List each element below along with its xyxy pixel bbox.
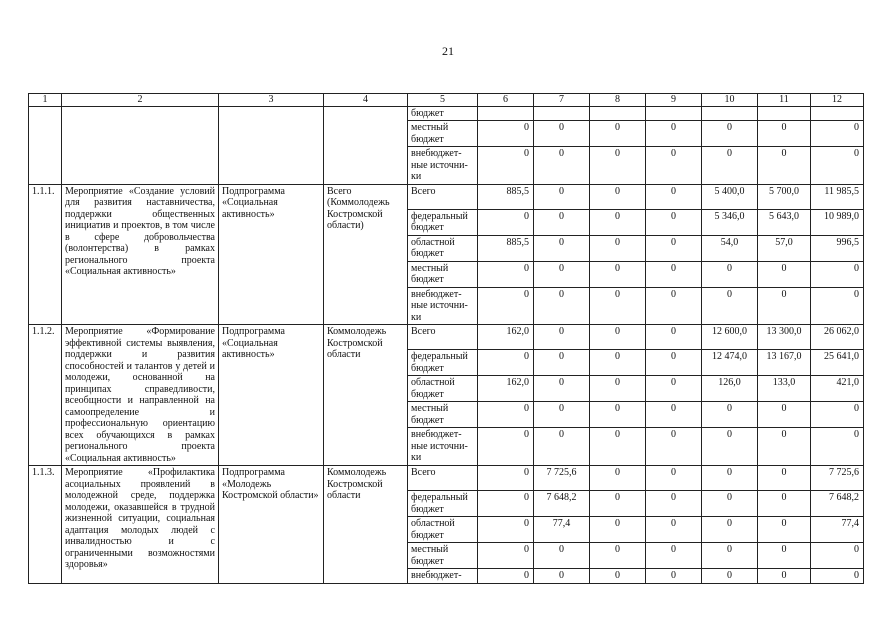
- funding-source: областной бюджет: [408, 517, 478, 543]
- funding-source: внебюджет-ные источни-ки: [408, 287, 478, 325]
- value-cell-col-12: [811, 106, 864, 121]
- value-cell-col-6: 0: [478, 569, 534, 584]
- value-cell-col-10: 0: [702, 261, 758, 287]
- value-cell-col-6: 0: [478, 209, 534, 235]
- value-cell-col-12: 7 725,6: [811, 466, 864, 491]
- value-cell-col-10: 5 346,0: [702, 209, 758, 235]
- executor-cell: Всего (Коммолодежь Костромской области): [324, 184, 408, 325]
- value-cell-col-7: 0: [534, 402, 590, 428]
- value-cell-col-8: 0: [590, 147, 646, 185]
- value-cell-col-11: 0: [758, 147, 811, 185]
- value-cell-col-8: 0: [590, 543, 646, 569]
- value-cell-col-10: 12 600,0: [702, 325, 758, 350]
- value-cell-col-12: 26 062,0: [811, 325, 864, 350]
- value-cell-col-9: 0: [646, 184, 702, 209]
- value-cell-col-6: 0: [478, 517, 534, 543]
- measure-title: Мероприятие «Формирование эффективной системы выявления, поддержки и развития способностей и талантов у детей и молодежи, основанной на принципах справедливости, всеобщности и направленной на самоопределение и профессиональную ориентацию всех обучающихся в рамках регионального проекта «Социальная активность»: [62, 325, 219, 466]
- value-cell-col-9: 0: [646, 287, 702, 325]
- value-cell-col-8: 0: [590, 517, 646, 543]
- funding-source: Всего: [408, 325, 478, 350]
- value-cell-col-10: 0: [702, 491, 758, 517]
- funding-source: внебюджет-ные источни-ки: [408, 147, 478, 185]
- value-cell-col-10: 0: [702, 569, 758, 584]
- program-cell: Подпрограмма «Социальная активность»: [219, 184, 324, 325]
- value-cell-col-7: 0: [534, 147, 590, 185]
- program-cell: [219, 106, 324, 184]
- funding-source: местный бюджет: [408, 121, 478, 147]
- value-cell-col-9: 0: [646, 569, 702, 584]
- value-cell-col-8: [590, 106, 646, 121]
- funding-source: местный бюджет: [408, 543, 478, 569]
- value-cell-col-8: 0: [590, 184, 646, 209]
- value-cell-col-8: 0: [590, 376, 646, 402]
- value-cell-col-8: 0: [590, 235, 646, 261]
- value-cell-col-9: 0: [646, 543, 702, 569]
- value-cell-col-10: 0: [702, 121, 758, 147]
- value-cell-col-12: 996,5: [811, 235, 864, 261]
- value-cell-col-6: 0: [478, 350, 534, 376]
- value-cell-col-6: [478, 106, 534, 121]
- value-cell-col-11: 133,0: [758, 376, 811, 402]
- value-cell-col-9: 0: [646, 491, 702, 517]
- page-number: 21: [442, 44, 454, 58]
- value-cell-col-11: 13 300,0: [758, 325, 811, 350]
- value-cell-col-12: 421,0: [811, 376, 864, 402]
- value-cell-col-11: 0: [758, 517, 811, 543]
- value-cell-col-10: 0: [702, 428, 758, 466]
- value-cell-col-6: 0: [478, 543, 534, 569]
- value-cell-col-10: 126,0: [702, 376, 758, 402]
- value-cell-col-7: 7 725,6: [534, 466, 590, 491]
- value-cell-col-11: 5 643,0: [758, 209, 811, 235]
- value-cell-col-7: [534, 106, 590, 121]
- value-cell-col-11: [758, 106, 811, 121]
- value-cell-col-6: 162,0: [478, 325, 534, 350]
- value-cell-col-10: [702, 106, 758, 121]
- value-cell-col-6: 0: [478, 466, 534, 491]
- value-cell-col-10: 0: [702, 402, 758, 428]
- funding-source: федеральный бюджет: [408, 350, 478, 376]
- value-cell-col-6: 885,5: [478, 184, 534, 209]
- value-cell-col-7: 0: [534, 350, 590, 376]
- value-cell-col-11: 5 700,0: [758, 184, 811, 209]
- funding-source: бюджет: [408, 106, 478, 121]
- column-header: 5: [408, 94, 478, 107]
- value-cell-col-10: 0: [702, 287, 758, 325]
- value-cell-col-8: 0: [590, 491, 646, 517]
- code-cell: [29, 106, 62, 184]
- table-row: [29, 184, 864, 209]
- value-cell-col-12: 77,4: [811, 517, 864, 543]
- value-cell-col-8: 0: [590, 402, 646, 428]
- table-row: [29, 325, 864, 350]
- table-row: [29, 106, 864, 121]
- funding-source: местный бюджет: [408, 402, 478, 428]
- value-cell-col-11: 0: [758, 491, 811, 517]
- program-cell: Подпрограмма «Молодежь Костромской области»: [219, 466, 324, 584]
- value-cell-col-11: 0: [758, 121, 811, 147]
- value-cell-col-7: 0: [534, 121, 590, 147]
- value-cell-col-11: 0: [758, 402, 811, 428]
- value-cell-col-11: 0: [758, 287, 811, 325]
- measure-code: 1.1.2.: [29, 325, 62, 466]
- column-header: 2: [62, 94, 219, 107]
- budget-table: [28, 93, 864, 584]
- value-cell-col-7: 0: [534, 543, 590, 569]
- value-cell-col-8: 0: [590, 569, 646, 584]
- column-header: 7: [534, 94, 590, 107]
- measure-code: 1.1.1.: [29, 184, 62, 325]
- value-cell-col-10: 12 474,0: [702, 350, 758, 376]
- value-cell-col-12: 0: [811, 428, 864, 466]
- funding-source: областной бюджет: [408, 376, 478, 402]
- value-cell-col-10: 0: [702, 517, 758, 543]
- column-header: 8: [590, 94, 646, 107]
- value-cell-col-6: 885,5: [478, 235, 534, 261]
- value-cell-col-7: 0: [534, 184, 590, 209]
- funding-source: внебюджет-ные источни-ки: [408, 428, 478, 466]
- column-header: 4: [324, 94, 408, 107]
- value-cell-col-11: 0: [758, 261, 811, 287]
- value-cell-col-9: 0: [646, 235, 702, 261]
- value-cell-col-10: 0: [702, 466, 758, 491]
- value-cell-col-9: 0: [646, 121, 702, 147]
- value-cell-col-12: 0: [811, 402, 864, 428]
- value-cell-col-6: 0: [478, 428, 534, 466]
- value-cell-col-10: 54,0: [702, 235, 758, 261]
- value-cell-col-12: 7 648,2: [811, 491, 864, 517]
- measure-title: [62, 106, 219, 184]
- value-cell-col-10: 0: [702, 543, 758, 569]
- value-cell-col-9: 0: [646, 376, 702, 402]
- value-cell-col-8: 0: [590, 466, 646, 491]
- funding-source: федеральный бюджет: [408, 491, 478, 517]
- value-cell-col-12: 0: [811, 121, 864, 147]
- measure-code: 1.1.3.: [29, 466, 62, 584]
- funding-source: областной бюджет: [408, 235, 478, 261]
- value-cell-col-12: 0: [811, 147, 864, 185]
- value-cell-col-12: 0: [811, 287, 864, 325]
- value-cell-col-7: 77,4: [534, 517, 590, 543]
- value-cell-col-7: 0: [534, 287, 590, 325]
- value-cell-col-8: 0: [590, 350, 646, 376]
- funding-source: местный бюджет: [408, 261, 478, 287]
- value-cell-col-8: 0: [590, 325, 646, 350]
- value-cell-col-10: 5 400,0: [702, 184, 758, 209]
- funding-source: Всего: [408, 466, 478, 491]
- value-cell-col-11: 57,0: [758, 235, 811, 261]
- value-cell-col-8: 0: [590, 209, 646, 235]
- value-cell-col-12: 0: [811, 543, 864, 569]
- value-cell-col-11: 0: [758, 428, 811, 466]
- column-header: 12: [811, 94, 864, 107]
- value-cell-col-7: 0: [534, 235, 590, 261]
- value-cell-col-7: 0: [534, 261, 590, 287]
- value-cell-col-6: 0: [478, 287, 534, 325]
- value-cell-col-9: 0: [646, 402, 702, 428]
- value-cell-col-6: 0: [478, 147, 534, 185]
- value-cell-col-11: 13 167,0: [758, 350, 811, 376]
- value-cell-col-9: 0: [646, 261, 702, 287]
- value-cell-col-8: 0: [590, 287, 646, 325]
- value-cell-col-12: 0: [811, 261, 864, 287]
- value-cell-col-9: 0: [646, 147, 702, 185]
- value-cell-col-9: 0: [646, 350, 702, 376]
- value-cell-col-10: 0: [702, 147, 758, 185]
- value-cell-col-11: 0: [758, 569, 811, 584]
- column-header: 11: [758, 94, 811, 107]
- program-cell: Подпрограмма «Социальная активность»: [219, 325, 324, 466]
- executor-cell: Коммолодежь Костромской области: [324, 466, 408, 584]
- value-cell-col-6: 162,0: [478, 376, 534, 402]
- measure-title: Мероприятие «Профилактика асоциальных проявлений в молодежной среде, поддержка молодежи, оказавшейся в трудной жизненной ситуации, социальная адаптация молодых людей с инвалидностью и с ограниченными возможностями здоровья»: [62, 466, 219, 584]
- value-cell-col-8: 0: [590, 121, 646, 147]
- value-cell-col-12: 10 989,0: [811, 209, 864, 235]
- value-cell-col-11: 0: [758, 466, 811, 491]
- column-header: 10: [702, 94, 758, 107]
- value-cell-col-12: 0: [811, 569, 864, 584]
- header-row: [29, 94, 864, 107]
- value-cell-col-9: 0: [646, 325, 702, 350]
- value-cell-col-7: 0: [534, 569, 590, 584]
- value-cell-col-12: 11 985,5: [811, 184, 864, 209]
- value-cell-col-12: 25 641,0: [811, 350, 864, 376]
- value-cell-col-7: 0: [534, 428, 590, 466]
- value-cell-col-6: 0: [478, 261, 534, 287]
- value-cell-col-6: 0: [478, 121, 534, 147]
- value-cell-col-7: 0: [534, 376, 590, 402]
- column-header: 6: [478, 94, 534, 107]
- funding-source: внебюджет-: [408, 569, 478, 584]
- value-cell-col-9: 0: [646, 517, 702, 543]
- table-row: [29, 466, 864, 491]
- value-cell-col-9: [646, 106, 702, 121]
- value-cell-col-6: 0: [478, 402, 534, 428]
- column-header: 9: [646, 94, 702, 107]
- funding-source: Всего: [408, 184, 478, 209]
- value-cell-col-6: 0: [478, 491, 534, 517]
- measure-title: Мероприятие «Создание условий для развития наставничества, поддержки общественных инициатив и проектов, в том числе в сфере добровольчества (волонтерства) в рамках регионального проекта «Социальная активность»: [62, 184, 219, 325]
- funding-source: федеральный бюджет: [408, 209, 478, 235]
- value-cell-col-11: 0: [758, 543, 811, 569]
- value-cell-col-7: 7 648,2: [534, 491, 590, 517]
- value-cell-col-9: 0: [646, 428, 702, 466]
- column-header: 3: [219, 94, 324, 107]
- value-cell-col-7: 0: [534, 325, 590, 350]
- value-cell-col-8: 0: [590, 428, 646, 466]
- value-cell-col-9: 0: [646, 209, 702, 235]
- value-cell-col-7: 0: [534, 209, 590, 235]
- executor-cell: [324, 106, 408, 184]
- executor-cell: Коммолодежь Костромской области: [324, 325, 408, 466]
- value-cell-col-8: 0: [590, 261, 646, 287]
- value-cell-col-9: 0: [646, 466, 702, 491]
- column-header: 1: [29, 94, 62, 107]
